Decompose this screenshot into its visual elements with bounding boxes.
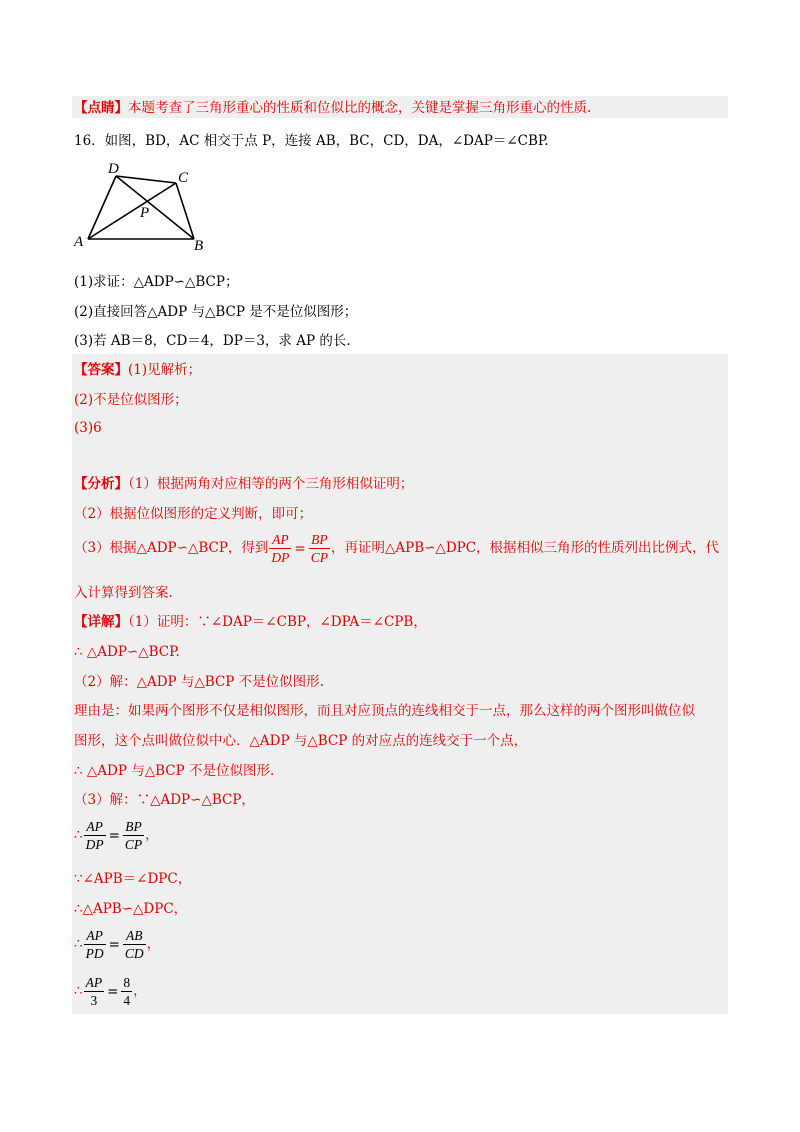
analysis-line-1 xyxy=(74,474,413,494)
label-d: D xyxy=(108,161,119,177)
detail-l9: ∵∠APB＝∠DPC， xyxy=(74,871,192,887)
fraction-8-4: $\frac{8}{4}$ xyxy=(123,974,131,1008)
detail-l2: ∴ △ADP∽△BCP. xyxy=(74,644,180,660)
fraction-ap-3: $\frac{AP}{3}$ xyxy=(85,974,103,1008)
detail-l6: ∴ △ADP 与△BCP 不是位似图形. xyxy=(74,763,275,779)
answer-3: (3)6 xyxy=(74,420,102,436)
question-1: (1)求证：△ADP∽△BCP； xyxy=(74,274,239,290)
answer-line-1 xyxy=(74,360,201,380)
fraction-bp-cp: $\frac{BP}{CP}$ xyxy=(310,531,328,565)
answer-tag: 【答案】 xyxy=(74,362,128,378)
detail-tag: 【详解】 xyxy=(74,614,128,630)
fraction-ap-pd: $\frac{AP}{PD}$ xyxy=(85,927,104,961)
detail-fraction-line-3: ∴ $\frac{AP}{3}$ = $\frac{8}{4}$ ， xyxy=(74,974,147,1008)
analysis-p1: （1）根据两角对应相等的两个三角形相似证明； xyxy=(128,476,414,492)
label-b: B xyxy=(194,238,204,252)
fraction-ab-cd: $\frac{AB}{CD}$ xyxy=(124,927,144,961)
detail-fraction-line-2: ∴ $\frac{AP}{PD}$ = $\frac{AB}{CD}$ ， xyxy=(74,927,161,961)
fraction-ap-dp: $\frac{AP}{DP}$ xyxy=(271,531,290,565)
question-3: (3)若 AB＝8，CD＝4，DP＝3，求 AP 的长. xyxy=(74,333,351,349)
analysis-p3-pre: （3）根据△ADP∽△BCP，得到 xyxy=(74,540,269,556)
dianjing-line xyxy=(74,98,591,118)
detail-fraction-line-1: ∴ $\frac{AP}{DP}$ = $\frac{BP}{CP}$ ， xyxy=(74,818,159,852)
analysis-line-3: （3）根据△ADP∽△BCP，得到 $\frac{AP}{DP}$ = $\frac{BP}{CP}$ ，再证明△APB∽△DPC，根据相似三角形的性质列出比例式，代 xyxy=(74,531,720,565)
answer-1: (1)见解析； xyxy=(128,362,202,378)
detail-l4: 理由是：如果两个图形不仅是相似图形，而且对应顶点的连线相交于一点，那么这样的两个图形叫做位似 xyxy=(74,703,695,719)
label-a: A xyxy=(74,234,84,250)
segment-cd xyxy=(116,176,176,183)
dianjing-text: 本题考查了三角形重心的性质和位似比的概念，关键是掌握三角形重心的性质. xyxy=(128,100,592,116)
segment-bc xyxy=(176,183,194,239)
dianjing-tag: 【点睛】 xyxy=(74,100,128,116)
detail-l1: （1）证明：∵∠DAP＝∠CBP，∠DPA＝∠CPB， xyxy=(128,614,427,630)
analysis-p2: （2）根据位似图形的定义判断，即可； xyxy=(74,506,313,522)
question-2: (2)直接回答△ADP 与△BCP 是不是位似图形； xyxy=(74,304,358,320)
detail-l10: ∴△APB∽△DPC， xyxy=(74,901,188,917)
fraction-bp-cp-2: $\frac{BP}{CP}$ xyxy=(124,818,143,852)
fraction-ap-dp-2: $\frac{AP}{DP}$ xyxy=(85,818,104,852)
answer-2: (2)不是位似图形； xyxy=(74,392,188,408)
geometry-figure xyxy=(72,160,212,252)
analysis-p4: 入计算得到答案. xyxy=(74,585,173,601)
analysis-p3-post: ，再证明△APB∽△DPC，根据相似三角形的性质列出比例式，代 xyxy=(330,540,720,556)
label-c: C xyxy=(178,170,189,186)
label-p: P xyxy=(140,205,150,221)
detail-line-1 xyxy=(74,612,427,632)
detail-l5: 图形，这个点叫做位似中心．△ADP 与△BCP 的对应点的连线交于一个点， xyxy=(74,733,528,749)
analysis-tag: 【分析】 xyxy=(74,476,128,492)
problem-stem: 16．如图，BD，AC 相交于点 P，连接 AB，BC，CD，DA，∠DAP＝∠CBP. xyxy=(74,133,549,149)
detail-l7: （3）解：∵△ADP∽△BCP， xyxy=(74,792,255,808)
detail-l3: （2）解：△ADP 与△BCP 不是位似图形. xyxy=(74,674,324,690)
